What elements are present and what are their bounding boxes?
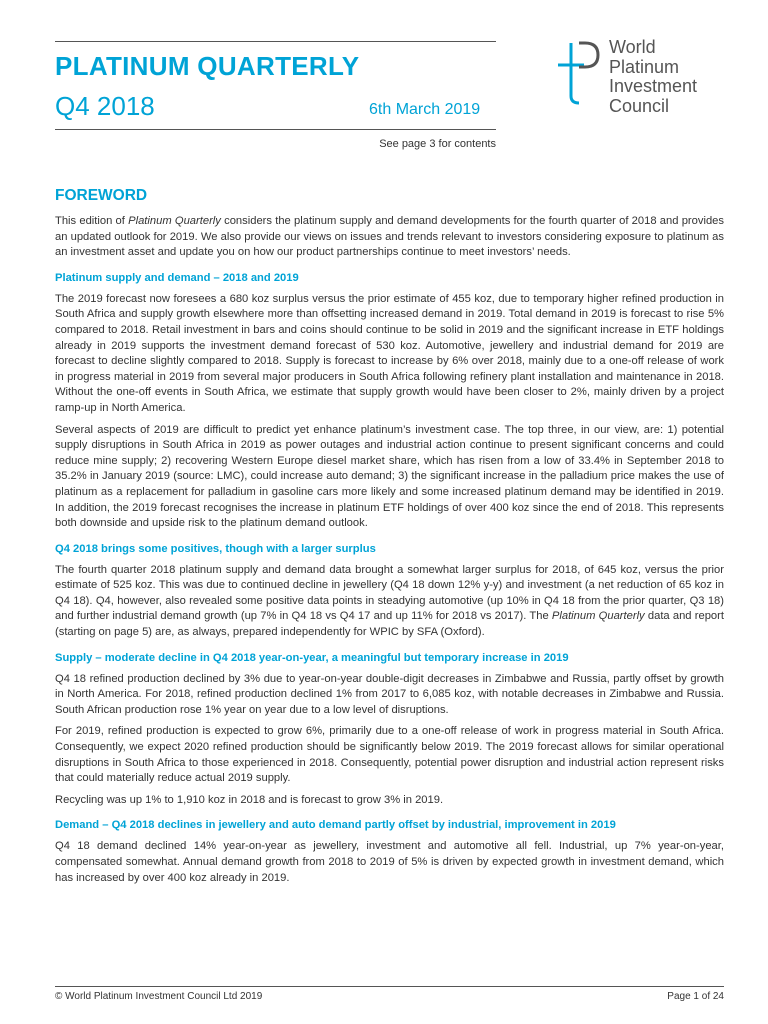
- foreword-text-start: This edition of: [55, 215, 129, 227]
- logo-line-council: Council: [609, 95, 670, 116]
- header-top-rule: [55, 41, 496, 42]
- section-paragraph: For 2019, refined production is expected to grow 6%, primarily due to a one-off release of work in progress material in South Africa. Consequently, we expect 2020 refined production should be significantly below 2019. The 2019 forecast allows for similar operational disruptions in South Africa to those experienced in 2018. Consequently, potential power disruption and industrial action represent risks that could materially reduce actual 2019 supply.: [55, 725, 724, 785]
- section-heading-supply: Supply – moderate decline in Q4 2018 year-on-year, a meaningful but temporary increase in 2019: [55, 651, 569, 664]
- section-paragraph: Several aspects of 2019 are difficult to predict yet enhance platinum’s investment case. The top three, in our view, are: 1) potential supply disruptions in South Africa in 2019 as power outages and industrial action continue to present significant concerns and could reduce mine supply; 2) recovering Western Europe diesel market share, which has risen from a low of 33.4% in September 2018 to 35.2% in January 2019 (source: LMC), could increase auto demand; 3) the significant increase in the palladium price makes the use of platinum as a replacement for palladium in gasoline cars more likely and some increased platinum demand may be identified in 2019. In addition, the 2019 forecast recognises the increase in platinum ETF holdings of over 400 koz since the end of 2018. This represents both downside and upside risk to the platinum demand outlook.: [55, 423, 724, 530]
- section-publication-name: Platinum Quarterly: [551, 610, 645, 623]
- wpic-logo-icon: [558, 41, 604, 107]
- wpic-logo: [558, 38, 728, 128]
- section-paragraph: [55, 563, 724, 641]
- footer-copyright: © World Platinum Investment Council Ltd 2019: [55, 991, 263, 1002]
- section-text-start: The fourth quarter 2018 platinum supply and demand data brought a somewhat larger surplus for 2018, of 645 koz, versus the prior estimate of 525 koz. This was due to continued decline in jewellery (Q4 18 down 12% y-y) and investment (a net reduction of 65 koz in Q4 18). Q4, however, also revealed some positive data points in steadying automotive (up 10% in Q4 18 from the prior quarter, Q3 18) and further industrial demand growth (up 7% in Q4 18 vs Q4 17 and up 11% for 2018 vs 2017). The: [55, 563, 724, 623]
- logo-line-platinum: Platinum: [609, 56, 680, 77]
- report-quarter: Q4 2018: [55, 91, 155, 121]
- section-paragraph: Recycling was up 1% to 1,910 koz in 2018 and is forecast to grow 3% in 2019.: [55, 793, 444, 806]
- foreword-paragraph: [55, 214, 724, 261]
- section-paragraph: Q4 18 refined production declined by 3% due to year-on-year double-digit decreases in Zimbabwe and Russia, partly offset by growth in North America. For 2018, refined production declined 1% from 2017 to 6,085 koz, with notable decreases in Zimbabwe and Russia. South African production rose 1% year on year due to a low level of disruptions.: [55, 672, 724, 716]
- section-paragraph: The 2019 forecast now foresees a 680 koz surplus versus the prior estimate of 455 koz, due to temporary higher refined production in South Africa and supply growth elsewhere more than offsetting increased demand in 2019. Total demand in 2019 is forecast to rise 5% compared to 2018. Retail investment in bars and coins should continue to be solid in 2019 and the significant increase in ETF holdings already in 2019 supports the investment demand forecast of 530 koz. Automotive, jewellery and industrial demand for 2019 are forecast to decline slightly compared to 2018. Supply is forecast to increase by 6% over 2018, mainly due to a one-off release of work in progress material in 2019 from several major producers in South Africa following refinery plant installation and maintenance in 2018. Without the one-off events in South Africa, we estimate that supply growth would have been closer to 2%, mainly driven by a project ramp-up in North America.: [55, 292, 724, 414]
- logo-line-investment: Investment: [609, 76, 698, 96]
- logo-line-world: World: [609, 37, 656, 57]
- footer-page-number: Page 1 of 24: [667, 991, 724, 1002]
- foreword-publication-name: Platinum Quarterly: [128, 215, 221, 227]
- main-content: [55, 187, 724, 892]
- wpic-logo-text: [609, 38, 697, 116]
- section-heading-q4-positives: Q4 2018 brings some positives, though with a larger surplus: [55, 542, 376, 555]
- report-date: 6th March 2019: [369, 101, 481, 118]
- contents-note: See page 3 for contents: [379, 138, 496, 150]
- section-paragraph: Q4 18 demand declined 14% year-on-year as jewellery, investment and automotive all fell. Industrial, up 7% year-on-year, compensated somewhat. Annual demand growth from 2018 to 2019 of 5% is driven by expected growth in investment demand, which has increased by over 400 koz already in 2019.: [55, 840, 724, 884]
- foreword-heading: FOREWORD: [55, 187, 148, 204]
- report-title: PLATINUM QUARTERLY: [55, 51, 360, 81]
- section-heading-supply-demand: Platinum supply and demand – 2018 and 2019: [55, 271, 299, 284]
- section-heading-demand: Demand – Q4 2018 declines in jewellery and auto demand partly offset by industrial, improvement in 2019: [55, 819, 616, 832]
- foreword-text-end: considers the platinum supply and demand developments for the fourth quarter of 2018 and provides an updated outlook for 2019. We also provide our views on issues and trends relevant to investors considering exposure to platinum as an investment asset and update you on how our product partnerships continue to meet investors’ needs.: [55, 215, 724, 259]
- footer-rule: [55, 986, 724, 987]
- section-text-end: data and report (starting on page 5) are, as always, prepared independently for WPIC by SFA (Oxford).: [55, 610, 724, 639]
- header-bottom-rule: [55, 129, 496, 130]
